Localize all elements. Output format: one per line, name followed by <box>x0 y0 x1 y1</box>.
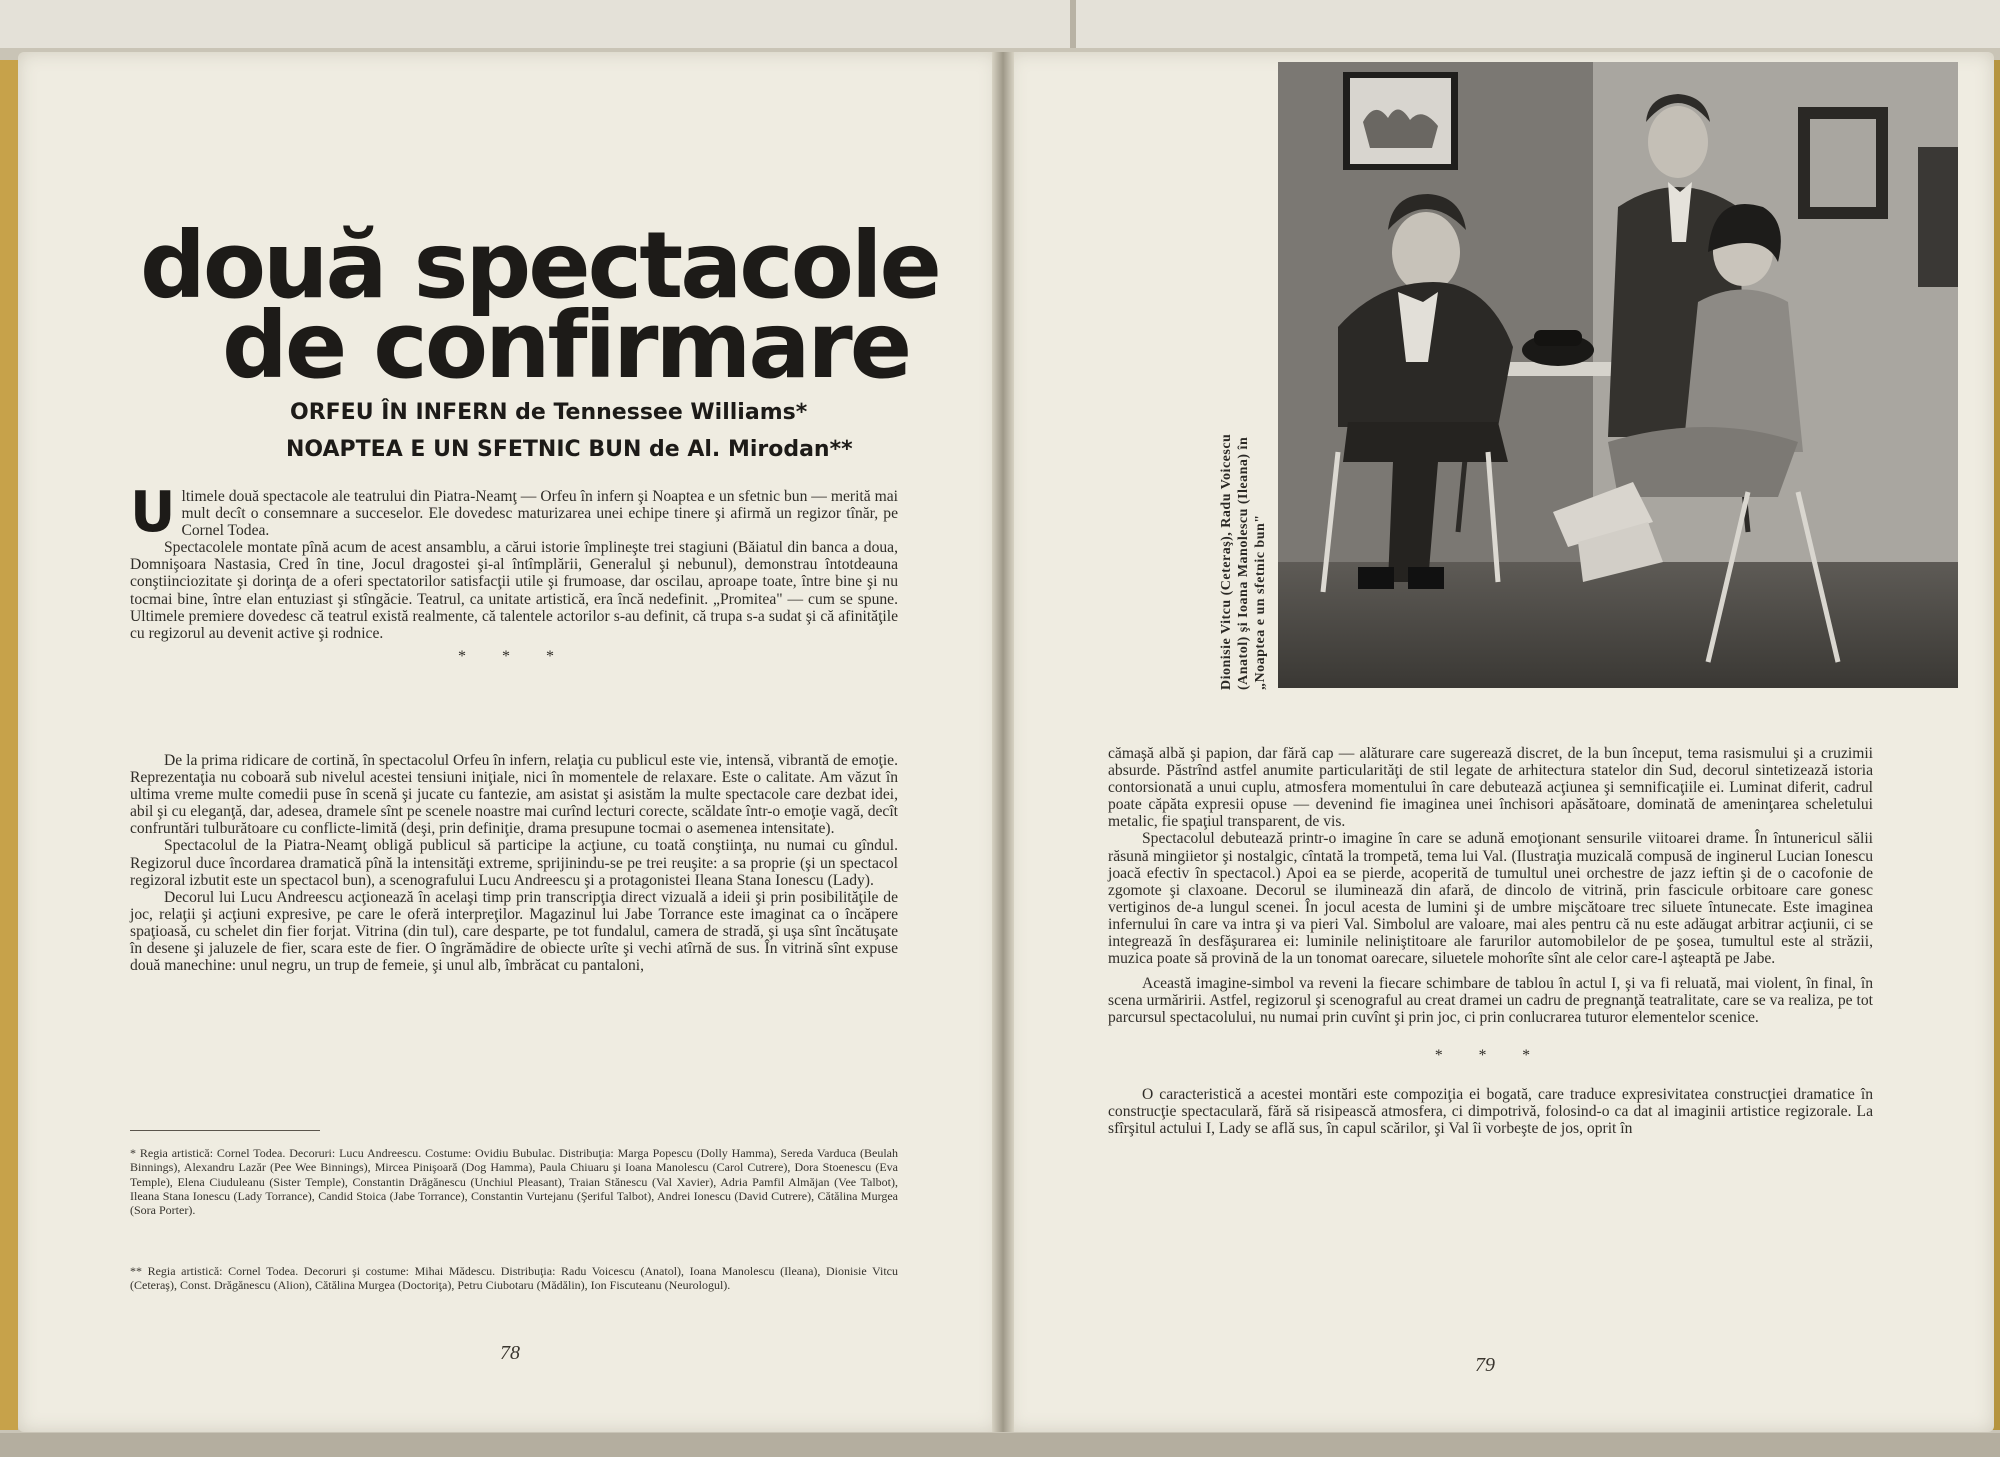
intro-paragraph-2: Spectacolele montate pînă acum de acest ansamblu, a cărui istorie împlineşte trei stagiuni (Băiatul din banca a doua, Domnişoara Nastasia, Cred în tine, Jocul dragostei şi-al întîmplării, Generalul şi nebunul), demonstrau întotdeauna conştiinciozitate şi dorinţa de a oferi spectatorilor satisfacţii utile şi frumoase, dar oscilau, aproape toate, între bine şi nu tocmai bine, între elan entuziast şi stîngăcie. Teatrul, ca unitate artistică, era încă nedefinit. „Promitea" — cum se spune. Ultimele premiere dovedesc că teatrul există realmente, că talentele actorilor s-au definit, că trupa s-a sudat şi că afinităţile cu regizorul au devenit active şi rodnice. <box>130 539 898 642</box>
footnote-rule <box>130 1130 320 1131</box>
left-paragraph-3: Decorul lui Lucu Andreescu acţionează în acelaşi timp prin transcripţia direct vizuală a ideii şi prin posibilităţile de joc, relaţii şi acţiuni expresive, pe care le oferă interpreţilor. Magazinul lui Jabe Torrance este imaginat ca o încăpere spaţioasă, cu schelet din fier forjat. Vitrina (din tul), care desparte, pe tot fundalul, camera de stradă, şi uşa sînt încătuşate în desene şi jaluzele de fier, scara este de fier. O îngrămădire de obiecte urîte şi vechi atîrnă de sus. În vitrină sînt expuse două manechine: unul negru, un trup de femeie, şi unul alb, îmbrăcat cu pantaloni, <box>130 888 898 975</box>
scan-background-bottom <box>0 1433 2000 1457</box>
photo-caption-line-3: „Noaptea e un sfetnic bun" <box>1253 514 1268 690</box>
stage-photo <box>1278 62 1958 688</box>
intro-paragraph-1-text: ltimele două spectacole ale teatrului din Piatra-Neamţ — Orfeu în infern şi Noaptea e un sfetnic bun — merită mai mult decît o consemnare a succeselor. Ele dovedesc maturizarea unei echipe tinere şi afirmă un regizor tînăr, pe Cornel Todea. <box>181 488 898 540</box>
page-number-left: 78 <box>500 1342 520 1364</box>
right-paragraph-2: Spectacolul debutează printr-o imagine în care se adună emoţionant sensurile viitoarei drame. În întunericul sălii răsună mingiietor şi nostalgic, cîntată la trompetă, tema lui Val. (Ilustraţia muzicală compusă de inginerul Lucian Ionescu joacă efectiv în spectacol.) Apoi ea se pierde, acoperită de tumultul unei orchestre de jazz ieftin şi de o cacofonie de zgomote şi claxoane. Decorul se iluminează din afară, de dincolo de vitrină, prin fascicule orbitoare care gonesc vertiginos de-a lungul scenei. În jocul acesta de lumini şi de umbre mişcătoare trec siluete întunecate. Este imaginea infernului în care va intra şi va pieri Val. Simbolul are valoare, mai ales pentru că nu este adăugat arbitrar acţiunii, ci se integrează în desfăşurarea ei: luminile neliniştitoare ale farurilor automobilelor de pe şosea, tumultul este al străzii, muzica poate să provină de la un tonomat oarecare, siluetele mohorîte sînt ale celor care-l aşteaptă pe Jabe. <box>1108 830 1873 968</box>
photo-caption-line-2: (Anatol) şi Ioana Manolescu (Ileana) în <box>1236 436 1251 690</box>
drop-cap: U <box>130 480 176 545</box>
left-paragraph-1: De la prima ridicare de cortină, în spectacolul Orfeu în infern, relaţia cu publicul este vie, intensă, vibrantă de emoţie. Reprezentaţia nu coboară sub nivelul acestei tensiuni iniţiale, nici în momentele de relaxare. Este o calitate. Am văzut în ultima vreme multe comedii puse în scenă şi jucate cu fantezie, am asistat şi asistăm la multe spectacole care dezbat idei, abil şi cu eleganţă, dar, adesea, dramele sînt pe scenele noastre mai curînd lecturi corecte, scăldate într-o emoţie vagă, decît confruntări tulburătoare cu conflicte-limită (deşi, prin definiţie, drama presupune tocmai o asemenea intensitate). <box>130 752 898 838</box>
book-edge-left <box>0 60 18 1430</box>
right-paragraph-4: O caracteristică a acestei montări este compoziţia ei bogată, care traduce expresivitatea construcţiei dramatice în construcţie spectaculară, fără să risipească atmosfera, ci dimpotrivă, folosind-o ca dat al imaginii artistice regizorale. La sfîrşitul actului I, Lady se află sus, în capul scărilor, şi Val îi vorbeşte de jos, oprit în <box>1108 1085 1873 1137</box>
right-article-section <box>1108 745 1873 1137</box>
section-separator-right: * * * <box>1434 1046 1547 1064</box>
intro-text <box>130 480 898 665</box>
right-paragraph-1: cămaşă albă şi papion, dar fără cap — alăturare care sugerează discret, de la bun început, tema rasismului şi a cruzimii absurde. Păstrînd astfel anumite particularităţi de stil legate de arhitectura statelor din Sud, decorul sintetizează istoria contorsionată a unui cuplu, atmosfera momentului în care debutează acţiunea şi semnificaţiile ei. Luminat diferit, cadrul poate căpăta expresii opuse — devenind fie imaginea unei închisori apăsătoare, dominată de ameninţarea scheletului metalic, fie spaţiul transparent, de vis. <box>1108 745 1873 831</box>
right-paragraph-3: Această imagine-simbol va reveni la fiecare schimbare de tablou în actul I, şi va fi reluată, mai violent, în final, în scena urmăririi. Astfel, regizorul şi scenograful au creat dramei un cadru de pregnanţă teatralitate, care se va realiza, pe tot parcursul spectacolului, nu numai prin cuvînt şi prin joc, ci prin conlucrarea tuturor elementelor scenice. <box>1108 975 1873 1027</box>
article-title-line-1: două spectacole <box>140 212 939 319</box>
page-number-right: 79 <box>1475 1354 1495 1376</box>
book-spine <box>992 52 1014 1432</box>
intro-paragraph-1 <box>130 480 898 545</box>
left-article-section <box>130 752 898 974</box>
article-title-line-2: de confirmare <box>222 292 910 399</box>
left-paragraph-2: Spectacolul de la Piatra-Neamţ obligă publicul să participe la acţiune, cu toată conştiinţa, nu numai cu gîndul. Regizorul duce încordarea dramatică pînă la intensităţi extreme, sprijinindu-se pe trei reuşite: a sa proprie (şi un spectacol regizoral izbutit este un spectacol bun), a scenografului Lucu Andreescu şi a protagonistei Ileana Stana Ionescu (Lady). <box>130 837 898 889</box>
photo-caption <box>1218 433 1269 690</box>
scan-background-top <box>0 0 2000 48</box>
photo-caption-line-1: Dionisie Vitcu (Ceteraş), Radu Voicescu <box>1219 433 1234 690</box>
stage-photo-illustration <box>1278 62 1958 688</box>
subtitle-orfeu: ORFEU ÎN INFERN de Tennessee Williams* <box>290 400 808 425</box>
footnote-noaptea: ** Regia artistică: Cornel Todea. Decoruri şi costume: Mihai Mădescu. Distribuţia: Radu Voicescu (Anatol), Ioana Manolescu (Ileana), Dionisie Vitcu (Ceteraş), Const. Drăgănescu (Alion), Cătălina Murgea (Doctoriţa), Petru Ciubotaru (Mădălin), Ion Fiscuteanu (Neurologul). <box>130 1264 898 1293</box>
subtitle-noaptea: NOAPTEA E UN SFETNIC BUN de Al. Mirodan** <box>286 437 853 462</box>
footnote-orfeu: * Regia artistică: Cornel Todea. Decoruri: Lucu Andreescu. Costume: Ovidiu Bubulac. Distribuţia: Marga Popescu (Dolly Hamma), Sereda Varduca (Beulah Binnings), Alexandru Lazăr (Pee Wee Binnings), Mircea Pinişoară (Dog Hamma), Paula Chiuaru şi Ioana Manolescu (Carol Cutrere), Dora Stoenescu (Eva Temple), Elena Ciuduleanu (Sister Temple), Constantin Drăgănescu (Unchiul Pleasant), Traian Stănescu (Val Xavier), Adria Pamfil Almăjan (Vee Talbot), Ileana Stana Ionescu (Lady Torrance), Candid Stoica (Jabe Torrance), Constantin Vurtejanu (Şeriful Talbot), Andrei Ionescu (David Cutrere), Cătălina Murgea (Sora Porter). <box>130 1146 898 1218</box>
section-separator-left: * * * <box>458 647 570 665</box>
